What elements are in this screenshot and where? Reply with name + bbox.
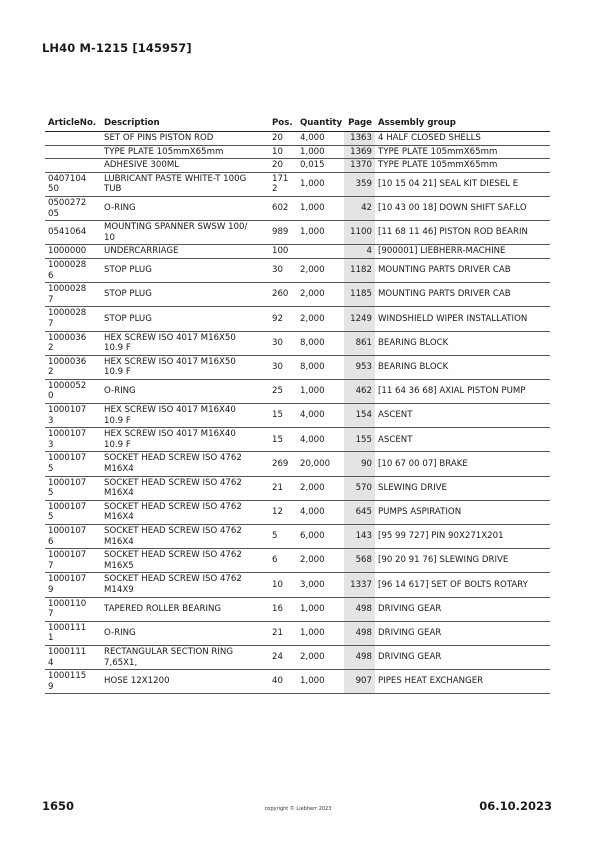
table-row [45,549,550,573]
article-no-cell: 1000107 9 [45,573,101,597]
column-header-quantity: Quantity [297,117,344,132]
pos-cell: 16 [269,597,297,621]
table-row [45,597,550,621]
pos-cell: 5 [269,525,297,549]
page-cell: 90 [344,452,375,476]
assembly-group-cell: [90 20 91 76] SLEWING DRIVE [375,549,550,573]
column-header-article-no: ArticleNo. [45,117,101,132]
table-row [45,221,550,245]
page-cell: 1337 [344,573,375,597]
table-row [45,573,550,597]
description-cell: SOCKET HEAD SCREW ISO 4762 M16X4 [101,476,269,500]
description-cell: UNDERCARRIAGE [101,245,269,259]
article-no-cell: 1000028 6 [45,258,101,282]
quantity-cell: 2,000 [297,549,344,573]
pos-cell: 10 [269,573,297,597]
article-no-cell: 1000000 [45,245,101,259]
article-no-cell: 1000036 2 [45,355,101,379]
page-cell: 568 [344,549,375,573]
pos-cell: 24 [269,645,297,669]
assembly-group-cell: [95 99 727] PIN 90X271X201 [375,525,550,549]
description-cell: HEX SCREW ISO 4017 M16X40 10.9 F [101,428,269,452]
page-cell: 498 [344,621,375,645]
quantity-cell: 1,000 [297,196,344,220]
assembly-group-cell: BEARING BLOCK [375,331,550,355]
table-row [45,428,550,452]
page-cell: 498 [344,645,375,669]
page-cell: 953 [344,355,375,379]
pos-cell: 10 [269,145,297,159]
quantity-cell: 2,000 [297,307,344,331]
description-cell: STOP PLUG [101,283,269,307]
page-cell: 462 [344,379,375,403]
article-no-cell [45,132,101,146]
pos-cell: 260 [269,283,297,307]
assembly-group-cell: DRIVING GEAR [375,597,550,621]
table-row [45,355,550,379]
column-header-description: Description [101,117,269,132]
pos-cell: 100 [269,245,297,259]
pos-cell: 15 [269,404,297,428]
quantity-cell: 1,000 [297,172,344,196]
description-cell: SOCKET HEAD SCREW ISO 4762 M16X4 [101,525,269,549]
pos-cell: 20 [269,132,297,146]
article-no-cell: 0500272 05 [45,196,101,220]
description-cell: TYPE PLATE 105mmX65mm [101,145,269,159]
table-row [45,307,550,331]
page-cell: 861 [344,331,375,355]
pos-cell: 171 2 [269,172,297,196]
quantity-cell: 1,000 [297,221,344,245]
table-row [45,196,550,220]
page-cell: 1182 [344,258,375,282]
pos-cell: 989 [269,221,297,245]
pos-cell: 92 [269,307,297,331]
article-no-cell [45,145,101,159]
description-cell: HEX SCREW ISO 4017 M16X50 10.9 F [101,331,269,355]
quantity-cell: 1,000 [297,670,344,694]
description-cell: SOCKET HEAD SCREW ISO 4762 M16X4 [101,500,269,524]
table-row [45,132,550,146]
assembly-group-cell: [10 15 04 21] SEAL KIT DIESEL E [375,172,550,196]
column-header-pos: Pos. [269,117,297,132]
pos-cell: 25 [269,379,297,403]
quantity-cell [297,245,344,259]
article-no-cell: 1000036 2 [45,331,101,355]
table-row [45,258,550,282]
page-cell: 42 [344,196,375,220]
article-no-cell: 0407104 50 [45,172,101,196]
assembly-group-cell: PUMPS ASPIRATION [375,500,550,524]
description-cell: O-RING [101,196,269,220]
table-row [45,379,550,403]
document-title: LH40 M-1215 [145957] [42,41,192,55]
page-cell: 1100 [344,221,375,245]
quantity-cell: 1,000 [297,597,344,621]
table-row [45,145,550,159]
table-row [45,172,550,196]
assembly-group-cell: [96 14 617] SET OF BOLTS ROTARY [375,573,550,597]
page-cell: 645 [344,500,375,524]
description-cell: SOCKET HEAD SCREW ISO 4762 M16X4 [101,452,269,476]
quantity-cell: 4,000 [297,132,344,146]
article-no-cell: 1000107 3 [45,404,101,428]
article-no-cell: 1000107 3 [45,428,101,452]
table-row [45,404,550,428]
article-no-cell: 1000107 7 [45,549,101,573]
table-row [45,670,550,694]
page-cell: 1363 [344,132,375,146]
quantity-cell: 0,015 [297,159,344,173]
page-cell: 143 [344,525,375,549]
footer-copyright: copyright © Liebherr 2023 [264,806,332,812]
pos-cell: 12 [269,500,297,524]
article-no-cell: 1000107 6 [45,525,101,549]
quantity-cell: 1,000 [297,379,344,403]
assembly-group-cell: WINDSHIELD WIPER INSTALLATION [375,307,550,331]
description-cell: SOCKET HEAD SCREW ISO 4762 M14X9 [101,573,269,597]
article-no-cell: 1000111 4 [45,645,101,669]
assembly-group-cell: ASCENT [375,428,550,452]
page-cell: 155 [344,428,375,452]
assembly-group-cell: TYPE PLATE 105mmX65mm [375,145,550,159]
article-no-cell: 1000052 0 [45,379,101,403]
description-cell: TAPERED ROLLER BEARING [101,597,269,621]
pos-cell: 21 [269,476,297,500]
quantity-cell: 4,000 [297,404,344,428]
article-no-cell: 1000107 5 [45,500,101,524]
description-cell: O-RING [101,379,269,403]
description-cell: MOUNTING SPANNER SWSW 100/ 10 [101,221,269,245]
description-cell: RECTANGULAR SECTION RING 7,65X1, [101,645,269,669]
assembly-group-cell: MOUNTING PARTS DRIVER CAB [375,258,550,282]
table-row [45,525,550,549]
quantity-cell: 1,000 [297,145,344,159]
quantity-cell: 2,000 [297,645,344,669]
assembly-group-cell: MOUNTING PARTS DRIVER CAB [375,283,550,307]
pos-cell: 269 [269,452,297,476]
quantity-cell: 6,000 [297,525,344,549]
table-row [45,452,550,476]
parts-table [45,117,550,694]
table-header-row [45,117,550,132]
quantity-cell: 4,000 [297,428,344,452]
description-cell: STOP PLUG [101,307,269,331]
description-cell: HOSE 12X1200 [101,670,269,694]
article-no-cell: 1000115 9 [45,670,101,694]
table-row [45,245,550,259]
description-cell: SOCKET HEAD SCREW ISO 4762 M16X5 [101,549,269,573]
article-no-cell: 0541064 [45,221,101,245]
assembly-group-cell: DRIVING GEAR [375,645,550,669]
pos-cell: 21 [269,621,297,645]
assembly-group-cell: TYPE PLATE 105mmX65mm [375,159,550,173]
page-cell: 1185 [344,283,375,307]
description-cell: O-RING [101,621,269,645]
table-row [45,476,550,500]
description-cell: SET OF PINS PISTON ROD [101,132,269,146]
quantity-cell: 1,000 [297,621,344,645]
table-row [45,283,550,307]
pos-cell: 30 [269,355,297,379]
article-no-cell: 1000110 7 [45,597,101,621]
page-cell: 154 [344,404,375,428]
table-row [45,621,550,645]
page-cell: 570 [344,476,375,500]
assembly-group-cell: [900001] LIEBHERR-MACHINE [375,245,550,259]
quantity-cell: 3,000 [297,573,344,597]
page-cell: 498 [344,597,375,621]
table-row [45,500,550,524]
pos-cell: 602 [269,196,297,220]
quantity-cell: 20,000 [297,452,344,476]
article-no-cell: 1000028 7 [45,307,101,331]
quantity-cell: 2,000 [297,476,344,500]
pos-cell: 20 [269,159,297,173]
quantity-cell: 8,000 [297,355,344,379]
quantity-cell: 4,000 [297,500,344,524]
description-cell: HEX SCREW ISO 4017 M16X50 10.9 F [101,355,269,379]
pos-cell: 40 [269,670,297,694]
pos-cell: 6 [269,549,297,573]
assembly-group-cell: PIPES HEAT EXCHANGER [375,670,550,694]
page-cell: 1249 [344,307,375,331]
page-cell: 359 [344,172,375,196]
description-cell: LUBRICANT PASTE WHITE-T 100G TUB [101,172,269,196]
assembly-group-cell: ASCENT [375,404,550,428]
table-row [45,645,550,669]
assembly-group-cell: SLEWING DRIVE [375,476,550,500]
column-header-assembly-group: Assembly group [375,117,550,132]
assembly-group-cell: [10 43 00 18] DOWN SHIFT SAF.LO [375,196,550,220]
page-cell: 4 [344,245,375,259]
assembly-group-cell: BEARING BLOCK [375,355,550,379]
footer-page-number: 1650 [42,799,75,813]
assembly-group-cell: DRIVING GEAR [375,621,550,645]
description-cell: STOP PLUG [101,258,269,282]
page-cell: 1369 [344,145,375,159]
column-header-page: Page [344,117,375,132]
assembly-group-cell: [10 67 00 07] BRAKE [375,452,550,476]
quantity-cell: 2,000 [297,283,344,307]
table-row [45,331,550,355]
article-no-cell [45,159,101,173]
pos-cell: 15 [269,428,297,452]
table-row [45,159,550,173]
assembly-group-cell: [11 68 11 46] PISTON ROD BEARIN [375,221,550,245]
page-cell: 1370 [344,159,375,173]
article-no-cell: 1000111 1 [45,621,101,645]
page-cell: 907 [344,670,375,694]
article-no-cell: 1000107 5 [45,476,101,500]
pos-cell: 30 [269,331,297,355]
assembly-group-cell: 4 HALF CLOSED SHELLS [375,132,550,146]
assembly-group-cell: [11 64 36 68] AXIAL PISTON PUMP [375,379,550,403]
quantity-cell: 2,000 [297,258,344,282]
pos-cell: 30 [269,258,297,282]
quantity-cell: 8,000 [297,331,344,355]
description-cell: HEX SCREW ISO 4017 M16X40 10.9 F [101,404,269,428]
description-cell: ADHESIVE 300ML [101,159,269,173]
article-no-cell: 1000107 5 [45,452,101,476]
article-no-cell: 1000028 7 [45,283,101,307]
footer-date: 06.10.2023 [479,799,552,813]
